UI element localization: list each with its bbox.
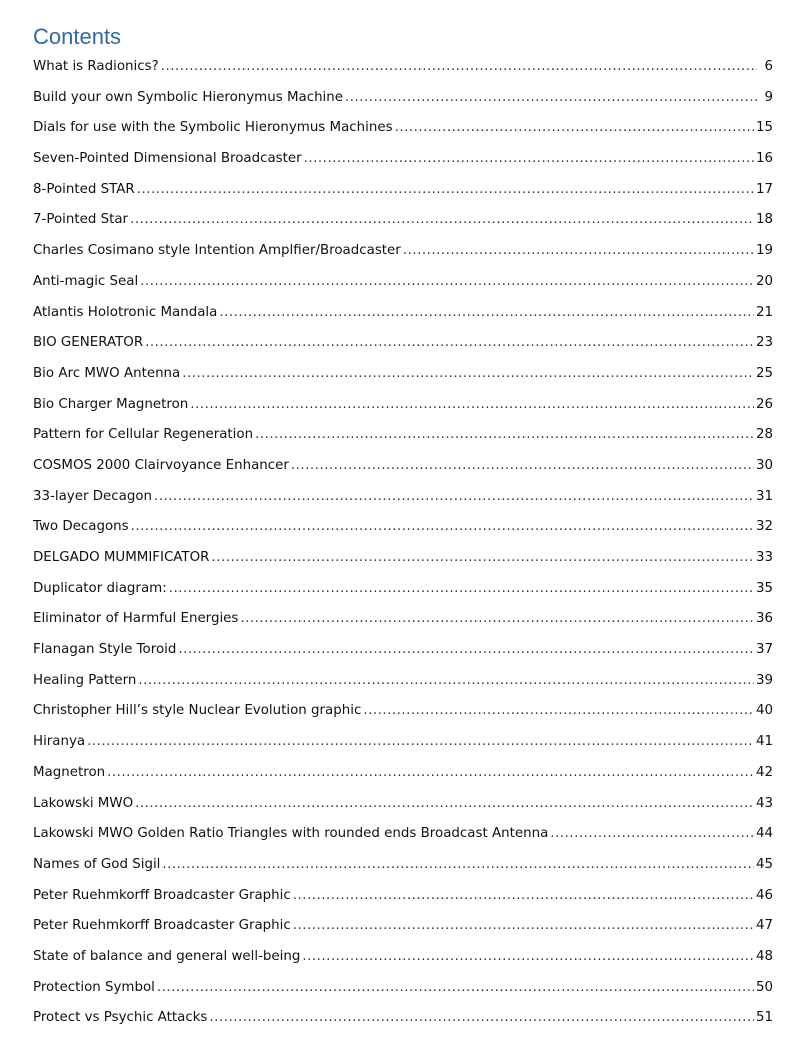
toc-page-number: 42: [755, 764, 773, 780]
toc-entry-title: Flanagan Style Toroid: [33, 642, 177, 658]
toc-entry-title: Peter Ruehmkorff Broadcaster Graphic: [33, 887, 291, 903]
toc-dot-leader: [162, 850, 754, 881]
toc-entry-title: What is Radionics?: [33, 59, 159, 74]
toc-entry[interactable]: [33, 911, 773, 942]
toc-entry[interactable]: [33, 420, 773, 451]
toc-page-number: 26: [755, 396, 773, 412]
toc-entry[interactable]: [33, 696, 773, 727]
toc-entry-title: BIO GENERATOR: [33, 335, 144, 351]
toc-dot-leader: [145, 328, 754, 359]
toc-entry-title: Peter Ruehmkorff Broadcaster Graphic: [33, 918, 291, 934]
toc-dot-leader: [137, 175, 754, 206]
toc-entry-title: Eliminator of Harmful Energies: [33, 611, 239, 627]
toc-page-number: 41: [755, 734, 773, 750]
toc-entry-title: Dials for use with the Symbolic Hieronymus Machines: [33, 120, 393, 136]
toc-dot-leader: [293, 911, 754, 942]
toc-entry-title: Lakowski MWO Golden Ratio Triangles with rounded ends Broadcast Antenna: [33, 826, 549, 842]
toc-page-number: 19: [755, 243, 773, 259]
toc-entry[interactable]: [33, 1003, 773, 1034]
toc-entry[interactable]: [33, 850, 773, 881]
toc-entry[interactable]: [33, 942, 773, 973]
toc-entry-title: Magnetron: [33, 764, 106, 780]
toc-page-number: 33: [755, 550, 773, 565]
toc-dot-leader: [304, 144, 754, 175]
toc-page-number: 21: [755, 304, 773, 320]
document-page: [33, 22, 773, 1034]
toc-page-number: 25: [755, 365, 773, 381]
toc-entry-title: State of balance and general well-being: [33, 948, 301, 964]
toc-dot-leader: [131, 512, 754, 543]
toc-entry[interactable]: [33, 482, 773, 513]
toc-entry[interactable]: [33, 328, 773, 359]
toc-entry[interactable]: [33, 267, 773, 298]
toc-entry-title: Atlantis Holotronic Mandala: [33, 304, 218, 320]
toc-page-number: 39: [755, 672, 773, 688]
toc-entry[interactable]: [33, 144, 773, 175]
toc-page-number: 46: [755, 887, 773, 903]
toc-entry[interactable]: [33, 451, 773, 482]
toc-entry-title: Protect vs Psychic Attacks: [33, 1010, 208, 1026]
toc-page-number: 31: [755, 488, 773, 504]
toc-entry-title: COSMOS 2000 Clairvoyance Enhancer: [33, 457, 289, 473]
toc-entry[interactable]: [33, 205, 773, 236]
toc-page-number: 32: [755, 519, 773, 535]
toc-dot-leader: [157, 973, 754, 1004]
toc-page-number: 48: [755, 948, 773, 964]
toc-dot-leader: [293, 881, 754, 912]
toc-entry[interactable]: [33, 574, 773, 605]
toc-entry[interactable]: [33, 973, 773, 1004]
toc-entry-title: 33-layer Decagon: [33, 488, 153, 504]
toc-page-number: 40: [755, 703, 773, 719]
toc-entry-title: Charles Cosimano style Intention Amplfier/Broadcaster: [33, 243, 401, 259]
toc-dot-leader: [161, 52, 757, 83]
toc-dot-leader: [345, 83, 757, 114]
toc-dot-leader: [211, 543, 754, 574]
toc-dot-leader: [291, 451, 754, 482]
toc-dot-leader: [209, 1003, 754, 1034]
toc-dot-leader: [130, 205, 754, 236]
toc-entry[interactable]: [33, 298, 773, 329]
toc-dot-leader: [240, 604, 754, 635]
toc-page-number: 15: [755, 120, 773, 136]
toc-dot-leader: [550, 819, 754, 850]
toc-entry[interactable]: [33, 789, 773, 820]
toc-dot-leader: [154, 482, 754, 513]
toc-entry-title: Duplicator diagram:: [33, 580, 167, 596]
toc-dot-leader: [87, 727, 754, 758]
toc-page-number: 28: [755, 427, 773, 443]
toc-entry[interactable]: [33, 727, 773, 758]
toc-entry[interactable]: [33, 666, 773, 697]
toc-page-number: 35: [755, 580, 773, 596]
toc-heading: Contents: [33, 24, 122, 49]
toc-entry[interactable]: [33, 175, 773, 206]
toc-dot-leader: [395, 113, 754, 144]
toc-page-number: 20: [755, 273, 773, 289]
toc-page-number: 51: [755, 1010, 773, 1026]
toc-dot-leader: [255, 420, 754, 451]
toc-entry-title: Bio Charger Magnetron: [33, 396, 189, 412]
toc-page-number: 30: [755, 457, 773, 473]
toc-page-number: 37: [755, 642, 773, 658]
toc-dot-leader: [302, 942, 754, 973]
toc-dot-leader: [178, 635, 754, 666]
toc-entry[interactable]: [33, 390, 773, 421]
toc-entry-title: Build your own Symbolic Hieronymus Machine: [33, 89, 344, 105]
toc-entry-title: Two Decagons: [33, 519, 129, 535]
toc-dot-leader: [107, 758, 754, 789]
toc-entry[interactable]: [33, 52, 773, 83]
toc-page-number: 18: [755, 212, 773, 228]
toc-page-number: 50: [755, 979, 773, 995]
toc-dot-leader: [403, 236, 754, 267]
toc-entry[interactable]: [33, 113, 773, 144]
toc-entry-title: Hiranya: [33, 734, 86, 750]
toc-entry-title: Pattern for Cellular Regeneration: [33, 427, 254, 443]
toc-entry-title: Lakowski MWO: [33, 795, 134, 811]
toc-entry[interactable]: [33, 819, 773, 850]
toc-dot-leader: [190, 390, 754, 421]
toc-page-number: 16: [755, 151, 773, 167]
toc-entry[interactable]: [33, 543, 773, 574]
toc-page-number: 36: [755, 611, 773, 627]
toc-page-number: 44: [755, 826, 773, 842]
toc-entry[interactable]: [33, 83, 773, 114]
toc-entry-title: 7-Pointed Star: [33, 212, 129, 228]
toc-dot-leader: [138, 666, 754, 697]
toc-entry[interactable]: [33, 758, 773, 789]
toc-entry-title: Bio Arc MWO Antenna: [33, 365, 181, 381]
toc-entry-title: Healing Pattern: [33, 672, 137, 688]
toc-dot-leader: [140, 267, 754, 298]
toc-entry-title: DELGADO MUMMIFICATOR: [33, 550, 210, 565]
toc-entry[interactable]: [33, 512, 773, 543]
toc-entry-title: Anti-magic Seal: [33, 273, 139, 289]
toc-entry[interactable]: [33, 359, 773, 390]
toc-entry[interactable]: [33, 881, 773, 912]
toc-entry[interactable]: [33, 635, 773, 666]
toc-page-number: 9: [764, 89, 773, 105]
toc-page-number: 45: [755, 856, 773, 872]
toc-page-number: 6: [764, 59, 773, 74]
toc-dot-leader: [182, 359, 754, 390]
toc-entry[interactable]: [33, 604, 773, 635]
toc-page-number: 43: [755, 795, 773, 811]
toc-entry-title: 8-Pointed STAR: [33, 181, 135, 197]
toc-dot-leader: [135, 789, 754, 820]
toc-dot-leader: [169, 574, 754, 605]
toc-entry-title: Names of God Sigil: [33, 856, 161, 872]
toc-list: [33, 52, 773, 1034]
toc-entry-title: Protection Symbol: [33, 979, 155, 995]
toc-dot-leader: [219, 298, 754, 329]
toc-page-number: 23: [755, 335, 773, 351]
toc-page-number: 17: [755, 181, 773, 197]
toc-entry[interactable]: [33, 236, 773, 267]
toc-entry-title: Seven-Pointed Dimensional Broadcaster: [33, 151, 302, 167]
toc-page-number: 47: [755, 918, 773, 934]
toc-entry-title: Christopher Hill’s style Nuclear Evolution graphic: [33, 703, 362, 719]
toc-dot-leader: [363, 696, 754, 727]
